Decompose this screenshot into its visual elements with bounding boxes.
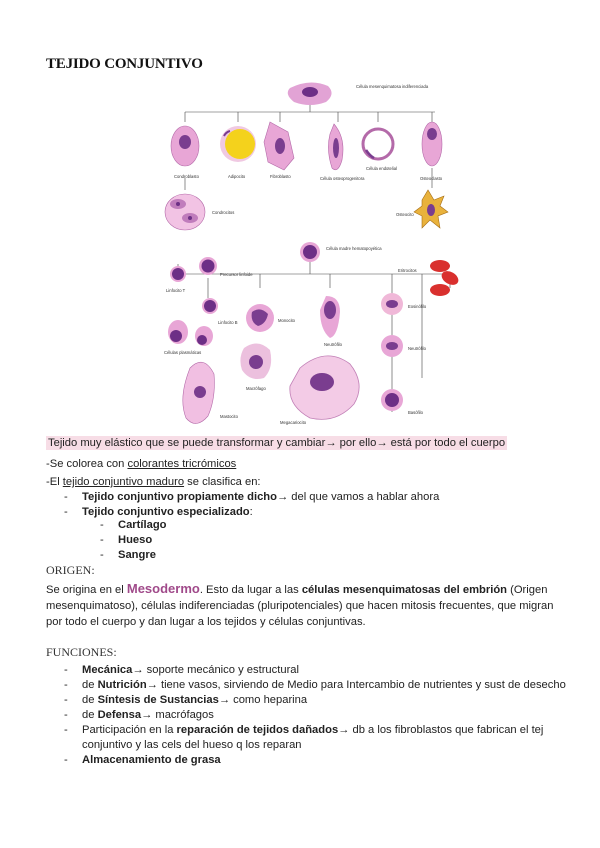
- list-item-bold: Cartílago: [118, 519, 167, 531]
- label-hematopoyetica: Célula madre hematopoyética: [326, 246, 382, 251]
- label-neutrofilo: Neutrófilo: [324, 342, 342, 347]
- neutrofilo2-icon: [381, 335, 403, 357]
- macrofago-icon: [240, 343, 271, 379]
- label-macrofago: Macrófago: [246, 386, 266, 391]
- megacariocito-icon: [290, 356, 359, 419]
- label-fibroblasto: Fibroblasto: [270, 174, 291, 179]
- hematopoyetica-icon: [300, 242, 320, 262]
- cell-lineage-diagram: [160, 78, 460, 434]
- list-item-bold: Tejido conjuntivo especializado: [82, 506, 250, 518]
- label-plasmatica: Células plasmáticas: [164, 350, 202, 355]
- linfoide-icon: [199, 257, 217, 275]
- list-item-rest: :: [249, 506, 253, 518]
- intro-highlight: Tejido muy elástico que se puede transformar y cambiar→ por ello→ está por todo el cuerpo: [48, 437, 506, 449]
- mastocito-icon: [183, 362, 215, 423]
- funciones-heading: FUNCIONES:: [46, 645, 117, 659]
- list-item: - de Síntesis de Sustancias→ como heparina: [64, 693, 566, 708]
- intro-color-term: colorantes tricrómicos: [127, 458, 237, 470]
- label-eritrocitos: Eritrocitos: [398, 268, 417, 273]
- intro-clasif-suffix: se clasifica en:: [184, 476, 261, 488]
- list-item: - de Nutrición→ tiene vasos, sirviendo de Medio para Intercambio de nutrientes y sust de desecho: [64, 678, 566, 693]
- eosinofilo-icon: [381, 293, 403, 315]
- osteoclasto-icon: [422, 122, 442, 166]
- clasificacion-list: [64, 490, 439, 520]
- list-item: - Mecánica→ soporte mecánico y estructural: [64, 663, 566, 678]
- page-title: TEJIDO CONJUNTIVO: [46, 56, 203, 72]
- origen-text: . Esto da lugar a las: [199, 584, 302, 596]
- intro-clasif-term: tejido conjuntivo maduro: [62, 476, 185, 488]
- origen-text: (Origen mesenquimatoso), células indiferenciadas (pluripotenciales) que hacen mitosis frecuentes, que migran por todo el cuerpo y dan lugar a los tejidos y células conjuntivas.: [46, 584, 554, 628]
- funciones-list: [64, 663, 566, 768]
- basofilo-icon: [381, 389, 403, 411]
- list-item-continuation: conjuntivo y las cels del hueso q los reparan: [82, 739, 302, 751]
- linfocito-t-icon: [170, 266, 186, 282]
- list-item: - Almacenamiento de grasa: [64, 753, 566, 768]
- intro-color-line: [46, 457, 236, 472]
- mesodermo-term: Mesodermo: [126, 581, 200, 596]
- list-item-rest: → del que vamos a hablar ahora: [276, 491, 440, 503]
- list-item: - Participación en la reparación de tejidos dañados→ db a los fibroblastos que fabrican el tej: [64, 723, 566, 738]
- intro-clasif-prefix: -El: [46, 476, 63, 488]
- osteocito-icon: [414, 190, 448, 228]
- label-mastocito: Mastocito: [220, 414, 238, 419]
- label-osteoprogenitora: Célula osteoprogenitora: [320, 176, 365, 181]
- intro-color-prefix: -Se colorea con: [46, 458, 128, 470]
- label-neutrofilo2: Neutrófilo: [408, 346, 426, 351]
- label-condrocitos: Condrocitos: [212, 210, 235, 215]
- label-osteocito: Osteocito: [396, 212, 414, 217]
- eritrocitos-icon: [430, 260, 460, 296]
- list-item: [100, 548, 167, 563]
- label-adipocito: Adipocito: [228, 174, 246, 179]
- adipocito-icon: [220, 126, 256, 162]
- mesenchymal-cell-icon: [288, 82, 332, 105]
- label-linfocito-t: Linfocito T: [166, 288, 186, 293]
- fibroblasto-icon: [264, 122, 294, 170]
- list-item: - de Defensa→ macrófagos: [64, 708, 566, 723]
- label-eosinofilo: Eosinófilo: [408, 304, 427, 309]
- label-basofilo: Basófilo: [408, 410, 423, 415]
- label-endotelial: Célula endotelial: [366, 166, 397, 171]
- list-item: [100, 533, 167, 548]
- label-monocito: Monocito: [278, 318, 295, 323]
- plasmatica-icon: [168, 320, 213, 346]
- list-item-bold: Hueso: [118, 534, 153, 546]
- especializado-list: [100, 518, 167, 563]
- osteoprogenitora-icon: [328, 124, 343, 170]
- list-item-bold: Tejido conjuntivo propiamente dicho: [82, 491, 277, 503]
- origen-heading: ORIGEN:: [46, 563, 95, 577]
- neutrofilo-icon: [320, 296, 340, 338]
- monocito-icon: [246, 304, 274, 332]
- label-linfoide: Precursor linfoide: [220, 272, 253, 277]
- list-item: [100, 518, 167, 533]
- origen-bold: células mesenquimatosas del embrión: [301, 584, 508, 596]
- label-condroblasto: Condroblasto: [174, 174, 199, 179]
- label-megacariocito: Megacariocito: [280, 420, 307, 425]
- linfocito-b-icon: [202, 298, 218, 314]
- condrocitos-icon: [165, 194, 205, 230]
- origen-text: Se origina en el: [46, 584, 127, 596]
- intro-clasif-line: [46, 475, 261, 490]
- label-linfocito-b: Linfocito B: [218, 320, 238, 325]
- endotelial-icon: [363, 129, 393, 159]
- origen-paragraph: [46, 581, 556, 630]
- label-osteoclasto: Osteoclasto: [420, 176, 443, 181]
- list-item-bold: Sangre: [118, 549, 156, 561]
- condroblasto-icon: [171, 126, 199, 166]
- cell-lineage-figure: [160, 78, 460, 434]
- label-mesenchymal: Célula mesenquimatosa indiferenciada: [356, 84, 429, 89]
- intro-highlight-line: [46, 436, 507, 451]
- list-item: [64, 490, 439, 505]
